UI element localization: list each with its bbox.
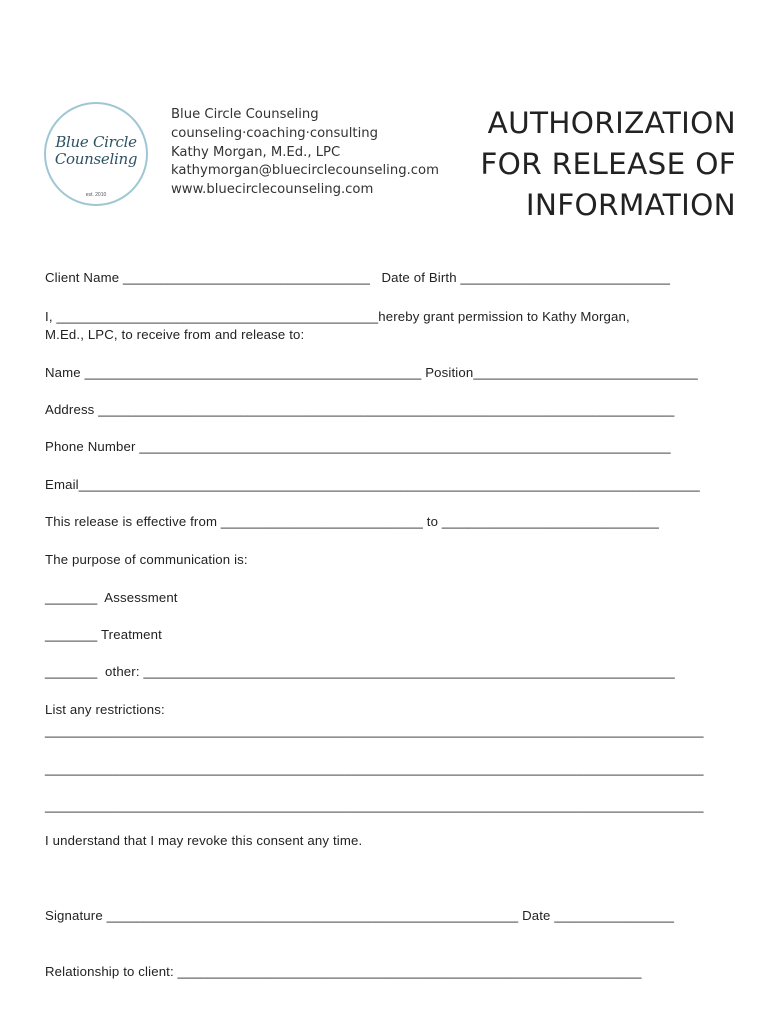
restrictions-blank-3[interactable]: ________________________________________________________________________________________	[45, 798, 704, 813]
title-line-2: FOR RELEASE OF	[480, 147, 736, 181]
logo-established: est. 2010	[85, 192, 107, 198]
provider-name: Kathy Morgan, M.Ed., LPC	[171, 144, 341, 160]
contact-block	[171, 106, 439, 200]
restrictions-blank-1[interactable]: ________________________________________________________________________________________	[45, 723, 704, 738]
restrictions-label: List any restrictions:	[45, 702, 165, 717]
assessment-option[interactable]: _______ Assessment	[45, 590, 178, 605]
practice-name: Blue Circle Counseling	[171, 107, 319, 122]
relationship-field[interactable]: Relationship to client: ______________________________________________________________	[45, 964, 642, 979]
contact-website: www.bluecirclecounseling.com	[171, 182, 374, 198]
treatment-option[interactable]: _______ Treatment	[45, 627, 162, 642]
revoke-statement: I understand that I may revoke this consent any time.	[45, 833, 363, 848]
grant-permission-field[interactable]: I, ___________________________________________hereby grant permission to Kathy Morgan,	[45, 309, 630, 324]
signature-date-field[interactable]: Signature _______________________________________________________ Date ________________	[45, 908, 675, 923]
effective-dates-field[interactable]: This release is effective from ___________________________ to _____________________________	[45, 514, 659, 529]
contact-email: kathymorgan@bluecirclecounseling.com	[171, 163, 439, 179]
logo-line-2: Counseling	[54, 150, 138, 168]
blue-circle-logo	[44, 102, 148, 206]
restrictions-blank-2[interactable]: ________________________________________________________________________________________	[45, 761, 704, 776]
client-name-dob-field[interactable]: Client Name _________________________________ Date of Birth ____________________________	[45, 270, 671, 285]
document-title	[480, 103, 736, 226]
purpose-label: The purpose of communication is:	[45, 552, 248, 567]
other-option[interactable]: _______ other: _______________________________________________________________________	[45, 664, 675, 679]
logo-line-1: Blue Circle	[55, 133, 137, 151]
title-line-1: AUTHORIZATION	[487, 106, 736, 140]
services-line: counseling·coaching·consulting	[171, 125, 378, 141]
email-field[interactable]: Email___________________________________________________________________________________	[45, 477, 700, 492]
grant-permission-continued: M.Ed., LPC, to receive from and release to:	[45, 327, 305, 342]
phone-number-field[interactable]: Phone Number _______________________________________________________________________	[45, 439, 671, 454]
title-line-3: INFORMATION	[525, 188, 736, 222]
name-position-field[interactable]: Name _____________________________________________ Position______________________________	[45, 365, 698, 380]
address-field[interactable]: Address _____________________________________________________________________________	[45, 402, 675, 417]
